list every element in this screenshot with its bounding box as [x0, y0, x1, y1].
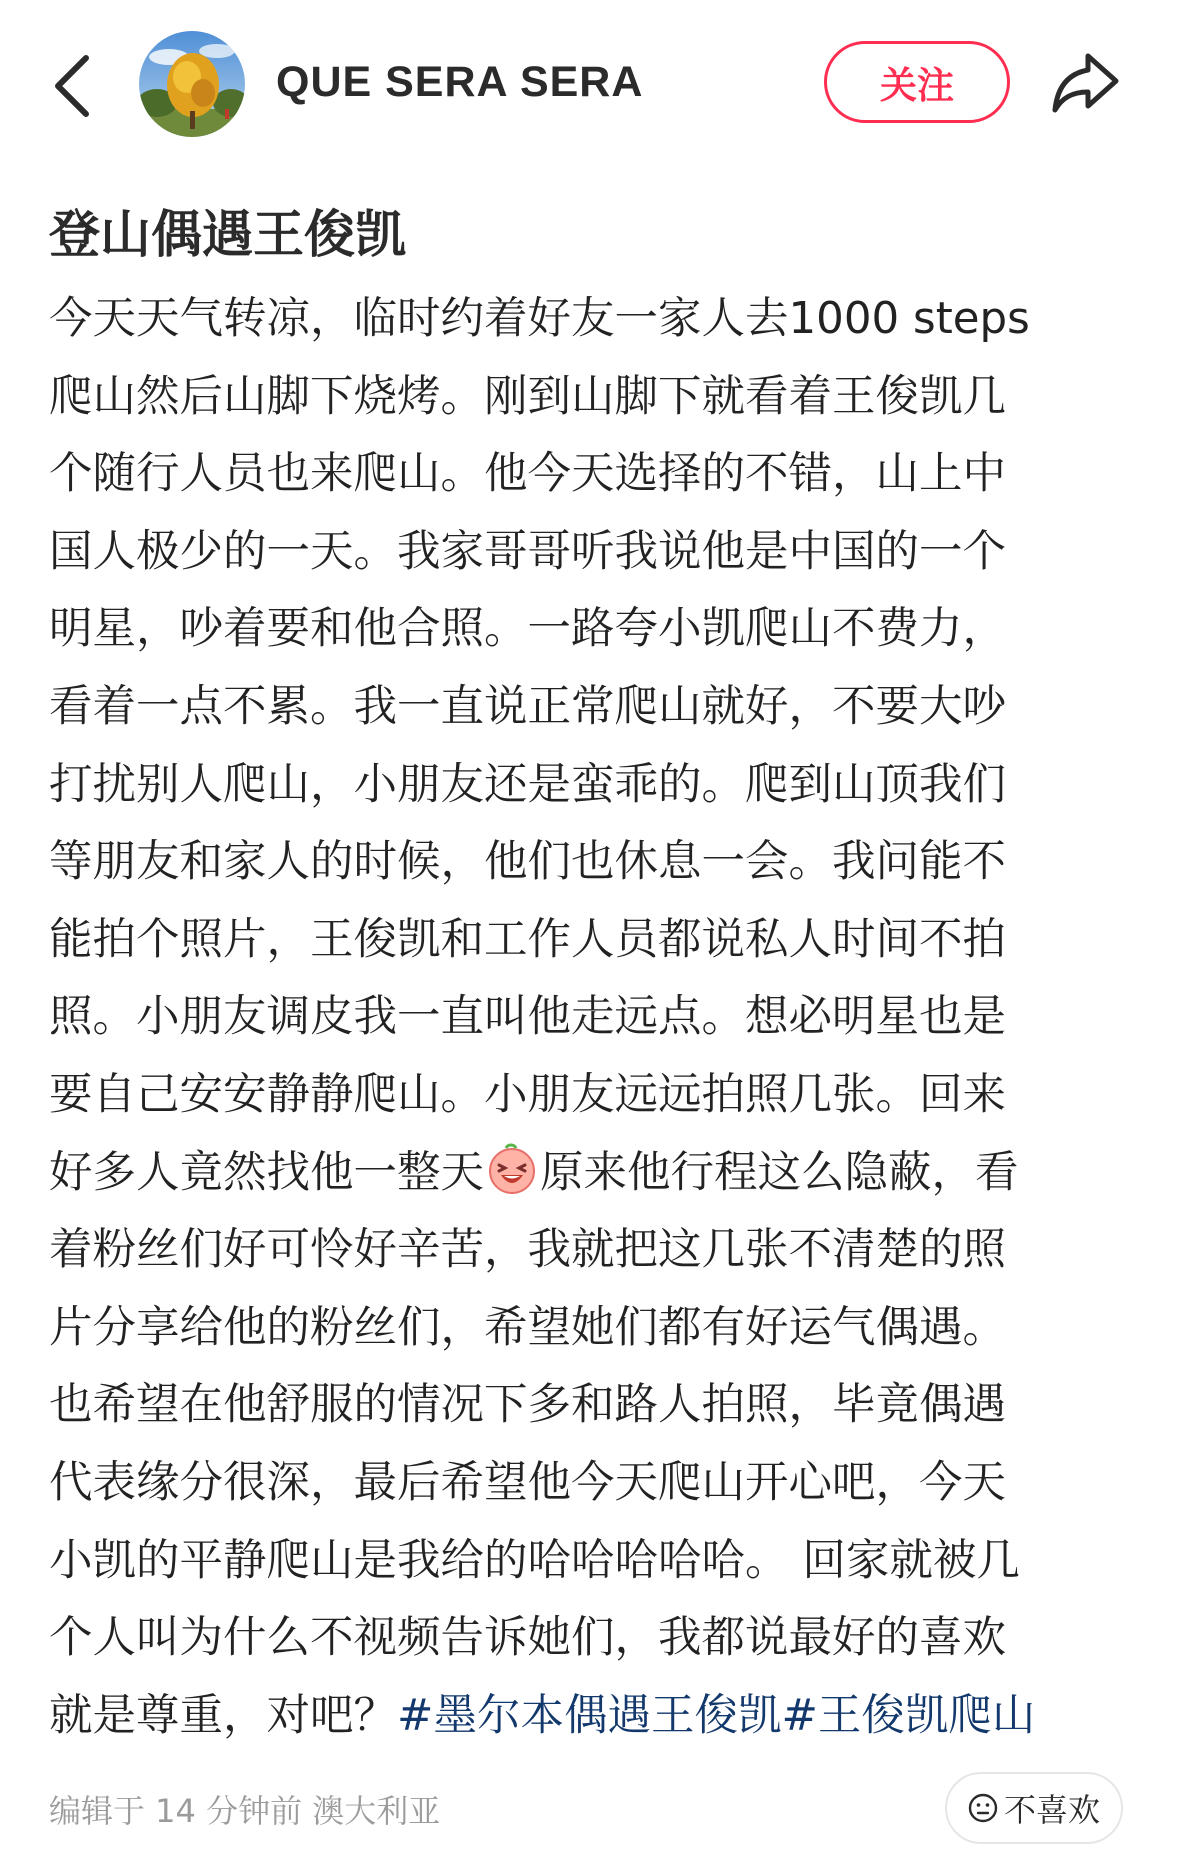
- follow-button[interactable]: 关注: [824, 41, 1010, 123]
- back-button[interactable]: [48, 52, 98, 120]
- post-body: [49, 281, 1139, 1755]
- laughing-face-emoji-icon: [486, 1143, 538, 1195]
- neutral-face-icon: [968, 1793, 998, 1823]
- post-meta: 编辑于 14 分钟前 澳大利亚: [49, 1792, 441, 1830]
- body-text: 就是尊重，对吧？: [49, 1690, 397, 1741]
- body-line: 代表缘分很深，最后希望他今天爬山开心吧，今天: [49, 1457, 1006, 1508]
- body-line: 着粉丝们好可怜好辛苦，我就把这几张不清楚的照: [49, 1225, 1006, 1276]
- body-line: 今天天气转凉，临时约着好友一家人去1000 steps: [49, 294, 1030, 344]
- post-title: 登山偶遇王俊凯: [49, 206, 407, 265]
- body-line: 国人极少的一天。我家哥哥听我说他是中国的一个: [49, 526, 1006, 577]
- body-line: 能拍个照片，王俊凯和工作人员都说私人时间不拍: [49, 914, 1006, 965]
- body-line: 等朋友和家人的时候，他们也休息一会。我问能不: [49, 837, 1006, 888]
- body-line-with-hashtags: [49, 1678, 1139, 1756]
- hashtag-link[interactable]: #墨尔本偶遇王俊凯: [397, 1690, 782, 1741]
- body-line: 照。小朋友调皮我一直叫他走远点。想必明星也是: [49, 992, 1006, 1043]
- top-bar: [0, 0, 1179, 170]
- body-line: 也希望在他舒服的情况下多和路人拍照，毕竟偶遇: [49, 1380, 1006, 1431]
- body-line: 小凯的平静爬山是我给的哈哈哈哈哈。 回家就被几: [49, 1535, 1020, 1586]
- hashtag-link[interactable]: #王俊凯爬山: [781, 1690, 1036, 1741]
- body-line: 要自己安安静静爬山。小朋友远远拍照几张。回来: [49, 1069, 1006, 1120]
- body-line: 看着一点不累。我一直说正常爬山就好，不要大吵: [49, 681, 1006, 732]
- body-line: 爬山然后山脚下烧烤。刚到山脚下就看着王俊凯几: [49, 371, 1006, 422]
- avatar[interactable]: [139, 31, 245, 137]
- body-line: 个人叫为什么不视频告诉她们，我都说最好的喜欢: [49, 1613, 1006, 1664]
- avatar-image: [139, 31, 245, 137]
- dislike-button[interactable]: [945, 1772, 1123, 1844]
- share-button[interactable]: [1050, 48, 1122, 118]
- share-icon: [1050, 48, 1122, 118]
- body-text: 原来他行程这么隐蔽，看: [540, 1147, 1019, 1198]
- body-line: 片分享给他的粉丝们，希望她们都有好运气偶遇。: [49, 1302, 1006, 1353]
- body-line: 明星，吵着要和他合照。一路夸小凯爬山不费力，: [49, 604, 1006, 655]
- chevron-left-icon: [48, 52, 98, 120]
- username[interactable]: QUE SERA SERA: [276, 58, 644, 106]
- body-line: 个随行人员也来爬山。他今天选择的不错，山上中: [49, 449, 1006, 500]
- dislike-label: 不喜欢: [1003, 1791, 1100, 1829]
- body-line-with-emoji: [49, 1135, 1139, 1213]
- body-line: 打扰别人爬山，小朋友还是蛮乖的。爬到山顶我们: [49, 759, 1006, 810]
- body-text: 好多人竟然找他一整天: [49, 1147, 484, 1198]
